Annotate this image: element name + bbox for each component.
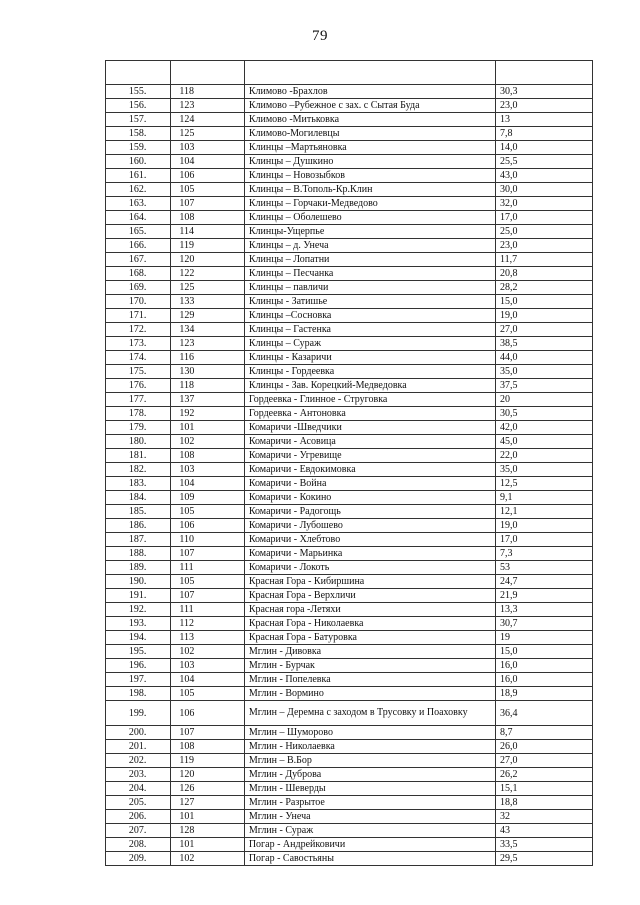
route-code-cell: 123 xyxy=(171,99,245,113)
distance-cell: 27,0 xyxy=(495,323,592,337)
route-name-cell: Комаричи - Евдокимовка xyxy=(244,463,495,477)
distance-cell: 32 xyxy=(495,810,592,824)
route-name-cell: Мглин - Унеча xyxy=(244,810,495,824)
route-name-cell: Клинцы - Зав. Корецкий-Медведовка xyxy=(244,379,495,393)
route-name-cell: Мглин – Шуморово xyxy=(244,726,495,740)
table-row xyxy=(106,435,593,449)
route-code-cell: 101 xyxy=(171,421,245,435)
route-name-cell: Клинцы - Казаричи xyxy=(244,351,495,365)
row-number-cell: 176. xyxy=(106,379,171,393)
distance-cell: 18,8 xyxy=(495,796,592,810)
row-number-cell: 206. xyxy=(106,810,171,824)
row-number-cell: 158. xyxy=(106,127,171,141)
row-number-cell: 174. xyxy=(106,351,171,365)
row-number-cell: 172. xyxy=(106,323,171,337)
table-row xyxy=(106,477,593,491)
distance-cell: 23,0 xyxy=(495,99,592,113)
distance-cell: 8,7 xyxy=(495,726,592,740)
distance-cell: 13,3 xyxy=(495,603,592,617)
table-row xyxy=(106,449,593,463)
table-row xyxy=(106,365,593,379)
route-code-cell: 111 xyxy=(171,603,245,617)
route-code-cell: 137 xyxy=(171,393,245,407)
table-row xyxy=(106,726,593,740)
table-row xyxy=(106,211,593,225)
route-code-cell: 104 xyxy=(171,673,245,687)
row-number-cell: 207. xyxy=(106,824,171,838)
route-code-cell: 106 xyxy=(171,701,245,726)
route-code-cell: 129 xyxy=(171,309,245,323)
route-code-cell: 114 xyxy=(171,225,245,239)
distance-cell: 18,9 xyxy=(495,687,592,701)
row-number-cell: 194. xyxy=(106,631,171,645)
table-row xyxy=(106,603,593,617)
distance-cell: 38,5 xyxy=(495,337,592,351)
route-code-cell: 113 xyxy=(171,631,245,645)
route-code-cell: 105 xyxy=(171,687,245,701)
row-number-cell: 164. xyxy=(106,211,171,225)
row-number-cell: 173. xyxy=(106,337,171,351)
table-header-row xyxy=(106,61,593,85)
table-row xyxy=(106,687,593,701)
route-code-cell: 108 xyxy=(171,211,245,225)
table-row xyxy=(106,768,593,782)
row-number-cell: 187. xyxy=(106,533,171,547)
distance-cell: 7,8 xyxy=(495,127,592,141)
route-name-cell: Климово -Брахлов xyxy=(244,85,495,99)
row-number-cell: 156. xyxy=(106,99,171,113)
distance-cell: 21,9 xyxy=(495,589,592,603)
route-code-cell: 133 xyxy=(171,295,245,309)
route-code-cell: 125 xyxy=(171,281,245,295)
route-code-cell: 104 xyxy=(171,477,245,491)
distance-cell: 53 xyxy=(495,561,592,575)
route-name-cell: Мглин – Деремна с заходом в Трусовку и Поаховку xyxy=(244,701,495,726)
row-number-cell: 166. xyxy=(106,239,171,253)
header-cell-code xyxy=(171,61,245,85)
route-name-cell: Клинцы – Песчанка xyxy=(244,267,495,281)
table-row xyxy=(106,754,593,768)
route-code-cell: 109 xyxy=(171,491,245,505)
route-code-cell: 192 xyxy=(171,407,245,421)
distance-cell: 20 xyxy=(495,393,592,407)
row-number-cell: 186. xyxy=(106,519,171,533)
route-code-cell: 112 xyxy=(171,617,245,631)
route-code-cell: 134 xyxy=(171,323,245,337)
row-number-cell: 192. xyxy=(106,603,171,617)
row-number-cell: 196. xyxy=(106,659,171,673)
distance-cell: 30,5 xyxy=(495,407,592,421)
table-row xyxy=(106,169,593,183)
route-name-cell: Гордеевка - Антоновка xyxy=(244,407,495,421)
route-code-cell: 103 xyxy=(171,659,245,673)
distance-cell: 45,0 xyxy=(495,435,592,449)
route-name-cell: Мглин - Сураж xyxy=(244,824,495,838)
row-number-cell: 162. xyxy=(106,183,171,197)
distance-cell: 16,0 xyxy=(495,659,592,673)
route-code-cell: 122 xyxy=(171,267,245,281)
route-code-cell: 105 xyxy=(171,183,245,197)
route-name-cell: Клинцы – В.Тополь-Кр.Клин xyxy=(244,183,495,197)
route-name-cell: Красная Гора - Батуровка xyxy=(244,631,495,645)
distance-cell: 19 xyxy=(495,631,592,645)
header-cell-distance xyxy=(495,61,592,85)
distance-cell: 33,5 xyxy=(495,838,592,852)
distance-cell: 15,0 xyxy=(495,645,592,659)
row-number-cell: 197. xyxy=(106,673,171,687)
route-code-cell: 101 xyxy=(171,838,245,852)
row-number-cell: 203. xyxy=(106,768,171,782)
route-code-cell: 107 xyxy=(171,197,245,211)
distance-cell: 43,0 xyxy=(495,169,592,183)
table-row xyxy=(106,113,593,127)
table-row xyxy=(106,561,593,575)
table-row xyxy=(106,99,593,113)
route-code-cell: 111 xyxy=(171,561,245,575)
row-number-cell: 185. xyxy=(106,505,171,519)
route-code-cell: 108 xyxy=(171,740,245,754)
route-code-cell: 120 xyxy=(171,253,245,267)
route-code-cell: 119 xyxy=(171,754,245,768)
route-name-cell: Клинцы – Новозыбков xyxy=(244,169,495,183)
table-row xyxy=(106,421,593,435)
table-row xyxy=(106,519,593,533)
route-name-cell: Климово-Могилевцы xyxy=(244,127,495,141)
route-code-cell: 102 xyxy=(171,435,245,449)
distance-cell: 24,7 xyxy=(495,575,592,589)
row-number-cell: 188. xyxy=(106,547,171,561)
route-name-cell: Комаричи - Локоть xyxy=(244,561,495,575)
route-name-cell: Клинцы – Душкино xyxy=(244,155,495,169)
table-row xyxy=(106,673,593,687)
table-row xyxy=(106,617,593,631)
distance-cell: 7,3 xyxy=(495,547,592,561)
table-row xyxy=(106,645,593,659)
row-number-cell: 169. xyxy=(106,281,171,295)
row-number-cell: 159. xyxy=(106,141,171,155)
route-code-cell: 126 xyxy=(171,782,245,796)
route-code-cell: 105 xyxy=(171,505,245,519)
distance-cell: 27,0 xyxy=(495,754,592,768)
distance-cell: 26,2 xyxy=(495,768,592,782)
row-number-cell: 204. xyxy=(106,782,171,796)
route-code-cell: 118 xyxy=(171,85,245,99)
table-row xyxy=(106,782,593,796)
distance-cell: 15,1 xyxy=(495,782,592,796)
row-number-cell: 201. xyxy=(106,740,171,754)
route-name-cell: Клинцы – Лопатни xyxy=(244,253,495,267)
route-code-cell: 107 xyxy=(171,589,245,603)
distance-cell: 9,1 xyxy=(495,491,592,505)
header-cell-number xyxy=(106,61,171,85)
route-name-cell: Клинцы - Гордеевка xyxy=(244,365,495,379)
table-row xyxy=(106,824,593,838)
distance-cell: 12,1 xyxy=(495,505,592,519)
distance-cell: 26,0 xyxy=(495,740,592,754)
route-name-cell: Клинцы –Мартьяновка xyxy=(244,141,495,155)
table-row xyxy=(106,253,593,267)
distance-cell: 19,0 xyxy=(495,309,592,323)
table-row xyxy=(106,796,593,810)
distance-cell: 22,0 xyxy=(495,449,592,463)
route-code-cell: 103 xyxy=(171,141,245,155)
row-number-cell: 189. xyxy=(106,561,171,575)
route-code-cell: 108 xyxy=(171,449,245,463)
distance-cell: 32,0 xyxy=(495,197,592,211)
table-row xyxy=(106,239,593,253)
row-number-cell: 193. xyxy=(106,617,171,631)
distance-cell: 42,0 xyxy=(495,421,592,435)
route-code-cell: 103 xyxy=(171,463,245,477)
distance-cell: 17,0 xyxy=(495,533,592,547)
row-number-cell: 184. xyxy=(106,491,171,505)
route-name-cell: Погар - Андрейковичи xyxy=(244,838,495,852)
distance-cell: 30,3 xyxy=(495,85,592,99)
row-number-cell: 155. xyxy=(106,85,171,99)
distance-cell: 15,0 xyxy=(495,295,592,309)
route-name-cell: Мглин - Дивовка xyxy=(244,645,495,659)
table-row xyxy=(106,547,593,561)
route-name-cell: Клинцы – д. Унеча xyxy=(244,239,495,253)
route-code-cell: 116 xyxy=(171,351,245,365)
route-name-cell: Мглин - Дуброва xyxy=(244,768,495,782)
route-name-cell: Климово -Митьковка xyxy=(244,113,495,127)
route-name-cell: Клинцы –Сосновка xyxy=(244,309,495,323)
header-cell-route xyxy=(244,61,495,85)
row-number-cell: 205. xyxy=(106,796,171,810)
route-code-cell: 130 xyxy=(171,365,245,379)
route-code-cell: 128 xyxy=(171,824,245,838)
distance-cell: 44,0 xyxy=(495,351,592,365)
route-code-cell: 127 xyxy=(171,796,245,810)
distance-cell: 28,2 xyxy=(495,281,592,295)
route-code-cell: 105 xyxy=(171,575,245,589)
route-name-cell: Красная Гора - Николаевка xyxy=(244,617,495,631)
table-row xyxy=(106,225,593,239)
route-code-cell: 120 xyxy=(171,768,245,782)
distance-cell: 11,7 xyxy=(495,253,592,267)
route-name-cell: Комаричи - Война xyxy=(244,477,495,491)
distance-cell: 20,8 xyxy=(495,267,592,281)
table-row xyxy=(106,393,593,407)
distance-cell: 43 xyxy=(495,824,592,838)
table-row xyxy=(106,589,593,603)
route-name-cell: Климово –Рубежное с зах. с Сытая Буда xyxy=(244,99,495,113)
table-row xyxy=(106,85,593,99)
table-row xyxy=(106,631,593,645)
table-row xyxy=(106,575,593,589)
distance-cell: 13 xyxy=(495,113,592,127)
table-row xyxy=(106,838,593,852)
row-number-cell: 167. xyxy=(106,253,171,267)
route-name-cell: Клинцы – Сураж xyxy=(244,337,495,351)
route-name-cell: Мглин - Попелевка xyxy=(244,673,495,687)
table-row xyxy=(106,281,593,295)
table-row xyxy=(106,810,593,824)
row-number-cell: 179. xyxy=(106,421,171,435)
table-row xyxy=(106,701,593,726)
row-number-cell: 163. xyxy=(106,197,171,211)
row-number-cell: 161. xyxy=(106,169,171,183)
row-number-cell: 202. xyxy=(106,754,171,768)
route-code-cell: 110 xyxy=(171,533,245,547)
table-row xyxy=(106,852,593,866)
row-number-cell: 191. xyxy=(106,589,171,603)
table-row xyxy=(106,141,593,155)
row-number-cell: 170. xyxy=(106,295,171,309)
table-row xyxy=(106,183,593,197)
table-row xyxy=(106,309,593,323)
routes-table xyxy=(105,60,593,866)
route-name-cell: Мглин - Разрытое xyxy=(244,796,495,810)
row-number-cell: 199. xyxy=(106,701,171,726)
table-row xyxy=(106,491,593,505)
table-row xyxy=(106,533,593,547)
distance-cell: 14,0 xyxy=(495,141,592,155)
routes-table-body xyxy=(106,61,593,866)
row-number-cell: 209. xyxy=(106,852,171,866)
route-name-cell: Клинцы-Ущерпье xyxy=(244,225,495,239)
route-code-cell: 104 xyxy=(171,155,245,169)
page-number: 79 xyxy=(312,28,328,44)
row-number-cell: 177. xyxy=(106,393,171,407)
route-name-cell: Комаричи - Кокино xyxy=(244,491,495,505)
row-number-cell: 198. xyxy=(106,687,171,701)
table-row xyxy=(106,267,593,281)
table-row xyxy=(106,659,593,673)
row-number-cell: 183. xyxy=(106,477,171,491)
distance-cell: 30,0 xyxy=(495,183,592,197)
route-name-cell: Клинцы – Оболешево xyxy=(244,211,495,225)
route-name-cell: Комаричи - Угревище xyxy=(244,449,495,463)
table-row xyxy=(106,127,593,141)
route-code-cell: 101 xyxy=(171,810,245,824)
row-number-cell: 195. xyxy=(106,645,171,659)
route-code-cell: 107 xyxy=(171,726,245,740)
row-number-cell: 168. xyxy=(106,267,171,281)
route-name-cell: Погар - Савостьяны xyxy=(244,852,495,866)
distance-cell: 35,0 xyxy=(495,365,592,379)
distance-cell: 29,5 xyxy=(495,852,592,866)
row-number-cell: 175. xyxy=(106,365,171,379)
distance-cell: 23,0 xyxy=(495,239,592,253)
row-number-cell: 180. xyxy=(106,435,171,449)
distance-cell: 19,0 xyxy=(495,519,592,533)
route-name-cell: Клинцы - Затишье xyxy=(244,295,495,309)
route-name-cell: Комаричи -Шведчики xyxy=(244,421,495,435)
distance-cell: 16,0 xyxy=(495,673,592,687)
route-name-cell: Комаричи - Лубошево xyxy=(244,519,495,533)
route-name-cell: Красная гора -Летяхи xyxy=(244,603,495,617)
route-code-cell: 123 xyxy=(171,337,245,351)
route-name-cell: Мглин - Николаевка xyxy=(244,740,495,754)
route-name-cell: Клинцы – Горчаки-Медведово xyxy=(244,197,495,211)
table-row xyxy=(106,351,593,365)
distance-cell: 25,0 xyxy=(495,225,592,239)
row-number-cell: 190. xyxy=(106,575,171,589)
table-row xyxy=(106,407,593,421)
route-name-cell: Клинцы – павличи xyxy=(244,281,495,295)
route-name-cell: Гордеевка - Глинное - Струговка xyxy=(244,393,495,407)
route-name-cell: Комаричи - Хлебтово xyxy=(244,533,495,547)
route-code-cell: 118 xyxy=(171,379,245,393)
table-row xyxy=(106,379,593,393)
table-row xyxy=(106,323,593,337)
route-name-cell: Мглин - Бурчак xyxy=(244,659,495,673)
distance-cell: 12,5 xyxy=(495,477,592,491)
row-number-cell: 171. xyxy=(106,309,171,323)
route-code-cell: 102 xyxy=(171,852,245,866)
row-number-cell: 182. xyxy=(106,463,171,477)
route-name-cell: Комаричи - Асовица xyxy=(244,435,495,449)
route-code-cell: 107 xyxy=(171,547,245,561)
distance-cell: 25,5 xyxy=(495,155,592,169)
row-number-cell: 181. xyxy=(106,449,171,463)
route-name-cell: Красная Гора - Верхличи xyxy=(244,589,495,603)
distance-cell: 30,7 xyxy=(495,617,592,631)
row-number-cell: 208. xyxy=(106,838,171,852)
table-row xyxy=(106,505,593,519)
route-code-cell: 125 xyxy=(171,127,245,141)
route-name-cell: Мглин – В.Бор xyxy=(244,754,495,768)
route-code-cell: 106 xyxy=(171,519,245,533)
row-number-cell: 160. xyxy=(106,155,171,169)
distance-cell: 36,4 xyxy=(495,701,592,726)
route-name-cell: Комаричи - Радогощь xyxy=(244,505,495,519)
route-name-cell: Клинцы – Гастенка xyxy=(244,323,495,337)
row-number-cell: 200. xyxy=(106,726,171,740)
route-code-cell: 102 xyxy=(171,645,245,659)
table-row xyxy=(106,155,593,169)
distance-cell: 17,0 xyxy=(495,211,592,225)
route-code-cell: 106 xyxy=(171,169,245,183)
route-name-cell: Комаричи - Марьинка xyxy=(244,547,495,561)
row-number-cell: 157. xyxy=(106,113,171,127)
distance-cell: 37,5 xyxy=(495,379,592,393)
route-name-cell: Мглин - Шеверды xyxy=(244,782,495,796)
distance-cell: 35,0 xyxy=(495,463,592,477)
row-number-cell: 178. xyxy=(106,407,171,421)
row-number-cell: 165. xyxy=(106,225,171,239)
table-row xyxy=(106,197,593,211)
route-name-cell: Красная Гора - Кибиршина xyxy=(244,575,495,589)
table-row xyxy=(106,463,593,477)
route-name-cell: Мглин - Вормино xyxy=(244,687,495,701)
route-code-cell: 119 xyxy=(171,239,245,253)
route-code-cell: 124 xyxy=(171,113,245,127)
table-row xyxy=(106,337,593,351)
table-row xyxy=(106,740,593,754)
table-row xyxy=(106,295,593,309)
